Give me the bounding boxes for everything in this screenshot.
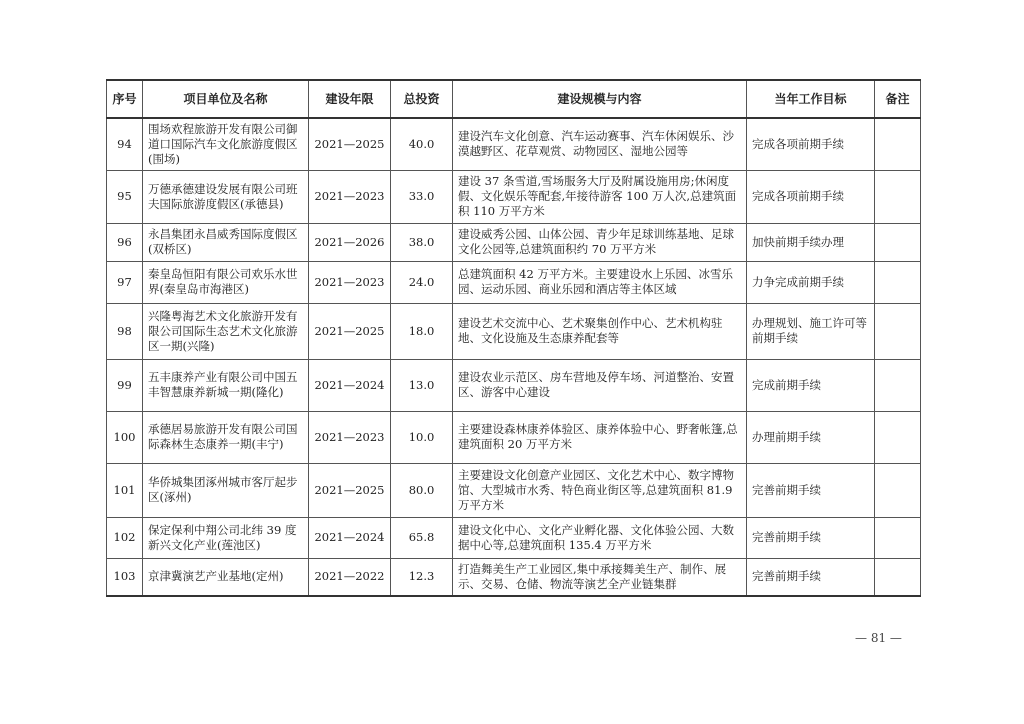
row-name: 秦皇岛恒阳有限公司欢乐水世界(秦皇岛市海港区) — [143, 261, 309, 303]
row-name: 京津冀演艺产业基地(定州) — [143, 558, 309, 596]
row-index: 98 — [107, 303, 143, 359]
row-years: 2021—2025 — [309, 463, 391, 517]
row-years: 2021—2025 — [309, 118, 391, 170]
row-note — [875, 411, 921, 463]
table-row — [107, 517, 921, 558]
row-goal: 完善前期手续 — [747, 463, 875, 517]
row-years: 2021—2026 — [309, 223, 391, 261]
table-header-row — [107, 80, 921, 118]
row-name: 永昌集团永昌威秀国际度假区(双桥区) — [143, 223, 309, 261]
row-investment: 80.0 — [391, 463, 453, 517]
header-scope: 建设规模与内容 — [453, 80, 747, 118]
row-index: 97 — [107, 261, 143, 303]
row-scope: 主要建设森林康养体验区、康养体验中心、野奢帐篷,总建筑面积 20 万平方米 — [453, 411, 747, 463]
table-row — [107, 463, 921, 517]
row-years: 2021—2023 — [309, 411, 391, 463]
row-note — [875, 118, 921, 170]
row-investment: 18.0 — [391, 303, 453, 359]
row-goal: 完成各项前期手续 — [747, 170, 875, 223]
row-years: 2021—2024 — [309, 359, 391, 411]
page-number: — 81 — — [855, 631, 902, 645]
row-goal: 完善前期手续 — [747, 517, 875, 558]
row-name: 兴隆粤海艺术文化旅游开发有限公司国际生态艺术文化旅游区一期(兴隆) — [143, 303, 309, 359]
row-goal: 完成各项前期手续 — [747, 118, 875, 170]
header-goal: 当年工作目标 — [747, 80, 875, 118]
header-years: 建设年限 — [309, 80, 391, 118]
row-years: 2021—2024 — [309, 517, 391, 558]
row-note — [875, 170, 921, 223]
row-years: 2021—2025 — [309, 303, 391, 359]
row-note — [875, 463, 921, 517]
row-scope: 建设汽车文化创意、汽车运动赛事、汽车休闲娱乐、沙漠越野区、花草观赏、动物园区、湿地公园等 — [453, 118, 747, 170]
row-scope: 主要建设文化创意产业园区、文化艺术中心、数字博物馆、大型城市水秀、特色商业街区等,总建筑面积 81.9 万平方米 — [453, 463, 747, 517]
row-goal: 完成前期手续 — [747, 359, 875, 411]
row-years: 2021—2022 — [309, 558, 391, 596]
row-investment: 33.0 — [391, 170, 453, 223]
row-name: 万德承德建设发展有限公司班夫国际旅游度假区(承德县) — [143, 170, 309, 223]
row-index: 103 — [107, 558, 143, 596]
table-row — [107, 223, 921, 261]
row-investment: 12.3 — [391, 558, 453, 596]
row-index: 95 — [107, 170, 143, 223]
row-name: 围场欢程旅游开发有限公司御道口国际汽车文化旅游度假区(围场) — [143, 118, 309, 170]
row-name: 保定保利中翔公司北纬 39 度新兴文化产业(莲池区) — [143, 517, 309, 558]
row-scope: 总建筑面积 42 万平方米。主要建设水上乐园、冰雪乐园、运动乐园、商业乐园和酒店等主体区域 — [453, 261, 747, 303]
row-index: 101 — [107, 463, 143, 517]
table-row — [107, 118, 921, 170]
row-scope: 打造舞美生产工业园区,集中承接舞美生产、制作、展示、交易、仓储、物流等演艺全产业链集群 — [453, 558, 747, 596]
table-row — [107, 170, 921, 223]
row-investment: 38.0 — [391, 223, 453, 261]
row-investment: 10.0 — [391, 411, 453, 463]
row-note — [875, 223, 921, 261]
row-note — [875, 303, 921, 359]
row-note — [875, 517, 921, 558]
row-scope: 建设文化中心、文化产业孵化器、文化体验公园、大数据中心等,总建筑面积 135.4 万平方米 — [453, 517, 747, 558]
row-index: 102 — [107, 517, 143, 558]
header-name: 项目单位及名称 — [143, 80, 309, 118]
row-goal: 加快前期手续办理 — [747, 223, 875, 261]
row-goal: 力争完成前期手续 — [747, 261, 875, 303]
row-name: 承德居易旅游开发有限公司国际森林生态康养一期(丰宁) — [143, 411, 309, 463]
row-note — [875, 359, 921, 411]
table-row — [107, 261, 921, 303]
row-goal: 办理前期手续 — [747, 411, 875, 463]
table-row — [107, 411, 921, 463]
row-index: 94 — [107, 118, 143, 170]
row-note — [875, 558, 921, 596]
row-note — [875, 261, 921, 303]
row-scope: 建设 37 条雪道,雪场服务大厅及附属设施用房;休闲度假、文化娱乐等配套,年接待游客 100 万人次,总建筑面积 110 万平方米 — [453, 170, 747, 223]
row-scope: 建设艺术交流中心、艺术聚集创作中心、艺术机构驻地、文化设施及生态康养配套等 — [453, 303, 747, 359]
row-goal: 完善前期手续 — [747, 558, 875, 596]
row-years: 2021—2023 — [309, 261, 391, 303]
row-name: 华侨城集团涿州城市客厅起步区(涿州) — [143, 463, 309, 517]
table-row — [107, 558, 921, 596]
row-index: 96 — [107, 223, 143, 261]
header-index: 序号 — [107, 80, 143, 118]
row-scope: 建设威秀公园、山体公园、青少年足球训练基地、足球文化公园等,总建筑面积约 70 万平方米 — [453, 223, 747, 261]
row-index: 100 — [107, 411, 143, 463]
header-note: 备注 — [875, 80, 921, 118]
row-investment: 65.8 — [391, 517, 453, 558]
row-investment: 40.0 — [391, 118, 453, 170]
table-row — [107, 303, 921, 359]
row-goal: 办理规划、施工许可等前期手续 — [747, 303, 875, 359]
row-investment: 13.0 — [391, 359, 453, 411]
row-investment: 24.0 — [391, 261, 453, 303]
row-index: 99 — [107, 359, 143, 411]
row-years: 2021—2023 — [309, 170, 391, 223]
row-name: 五丰康养产业有限公司中国五丰智慧康养新城一期(隆化) — [143, 359, 309, 411]
header-investment: 总投资 — [391, 80, 453, 118]
project-table — [106, 79, 921, 597]
table-row — [107, 359, 921, 411]
row-scope: 建设农业示范区、房车营地及停车场、河道整治、安置区、游客中心建设 — [453, 359, 747, 411]
